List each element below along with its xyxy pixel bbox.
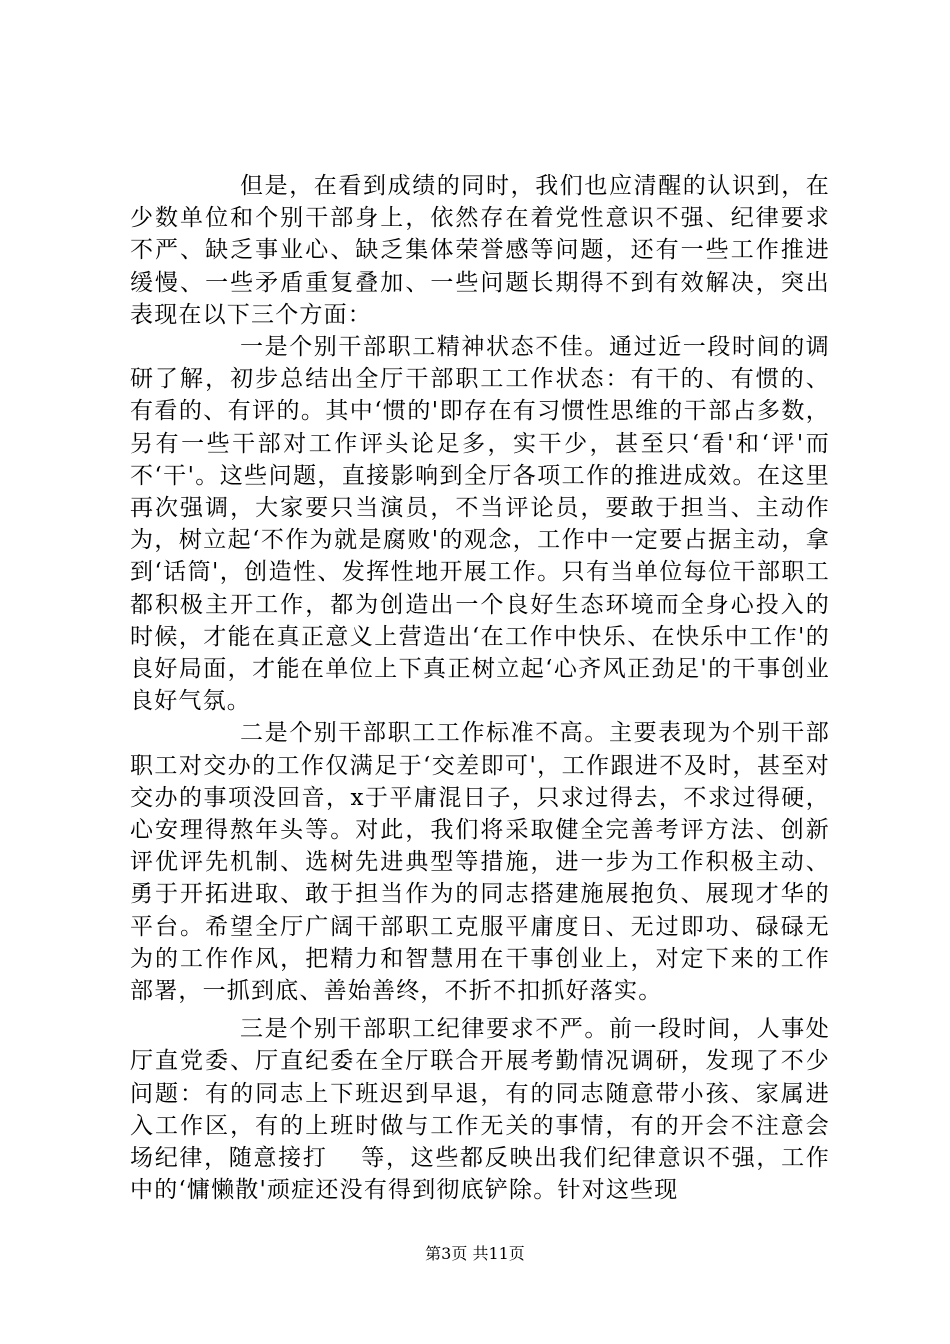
paragraph-intro: 但是，在看到成绩的同时，我们也应清醒的认识到，在少数单位和个别干部身上，依然存在着党性意识不强、纪律要求不严、缺乏事业心、缺乏集体荣誉感等问题，还有一些工作推进缓慢、一些矛盾重复叠加、一些问题长期得不到有效解决，突出表现在以下三个方面： — [130, 173, 830, 328]
paragraph-point-two: 二是个别干部职工工作标准不高。主要表现为个别干部职工对交办的工作仅满足于‘交差即可'，工作跟进不及时，甚至对交办的事项没回音，x于平庸混日子，只求过得去，不求过得硬，心安理得熬年头等。对此，我们将采取健全完善考评方法、创新评优评先机制、选树先进典型等措施，进一步为工作积极主动、勇于开拓进取、敢于担当作为的同志搭建施展抱负、展现才华的平台。希望全厅广阔干部职工克服平庸度日、无过即功、碌碌无为的工作作风，把精力和智慧用在干事创业上，对定下来的工作部署，一抓到底、善始善终，不折不扣抓好落实。 — [130, 720, 830, 1005]
page-number-footer: 第3页 共11页 — [425, 1244, 525, 1263]
paragraph-point-one: 一是个别干部职工精神状态不佳。通过近一段时间的调研了解，初步总结出全厅干部职工工作状态：有干的、有惯的、有看的、有评的。其中‘惯的'即存在有习惯性思维的干部占多数，另有一些干部对工作评头论足多，实干少，甚至只‘看'和‘评'而不‘干'。这些问题，直接影响到全厅各项工作的推进成效。在这里再次强调，大家要只当演员，不当评论员，要敢于担当、主动作为，树立起‘不作为就是腐败'的观念，工作中一定要占据主动，拿到‘话筒'，创造性、发挥性地开展工作。只有当单位每位干部职工都积极主开工作，都为创造出一个良好生态环境而全身心投入的时候，才能在真正意义上营造出‘在工作中快乐、在快乐中工作'的良好局面，才能在单位上下真正树立起‘心齐风正劲足'的干事创业良好气氛。 — [130, 334, 830, 715]
paragraph-point-three: 三是个别干部职工纪律要求不严。前一段时间，人事处厅直党委、厅直纪委在全厅联合开展考勤情况调研，发现了不少问题：有的同志上下班迟到早退，有的同志随意带小孩、家属进入工作区，有的上班时做与工作无关的事情，有的开会不注意会场纪律，随意接打 等，这些都反映出我们纪律意识不强，工作中的‘慵懒散'顽症还没有得到彻底铲除。针对这些现 — [130, 1016, 830, 1204]
document-body — [130, 170, 830, 1207]
